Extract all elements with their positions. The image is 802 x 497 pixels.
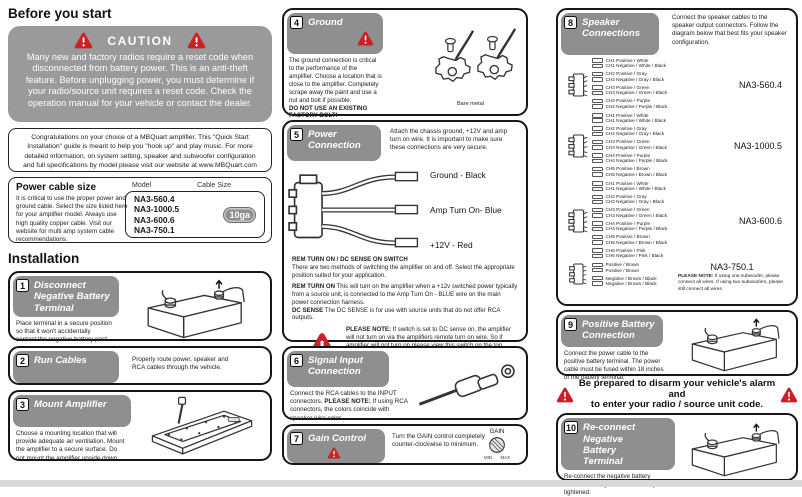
wire-label: CH4 Positive / Purple (592, 98, 668, 103)
caution-box (8, 26, 272, 122)
wire-label: CH2 Negative / Gray / Black (592, 199, 668, 204)
wire-label: CH1 Positive / White (592, 181, 668, 186)
wire-label: CH2 Positive / Gray (592, 71, 668, 76)
step-5-title: Power Connection (308, 129, 361, 152)
power-cable-box (8, 177, 272, 243)
rca-plug-illustration (416, 364, 520, 408)
caution-header (17, 32, 263, 49)
step-4-header (287, 13, 383, 54)
wire-label-list (592, 58, 668, 112)
step-6-note-label: PLEASE NOTE: (324, 398, 371, 406)
wire-label: CH1 Negative / White / Black (592, 63, 668, 68)
wire-label: Negative / Brown / Black (592, 276, 657, 281)
step-4-warning: DO NOT USE AN EXISTING FACTORY BOLT! (289, 104, 368, 120)
alarm-banner-text (578, 379, 776, 411)
speaker-connector-icon (566, 129, 588, 163)
model-name-600: NA3-600.6 (738, 215, 782, 226)
warning-icon (327, 447, 341, 459)
model-item: NA3-750.1 (134, 224, 175, 235)
wire-label-amp-turn-on: Amp Turn On- Blue (430, 205, 502, 215)
step-4-text: The ground connection is critical to the performance of the amplifier. Choose a location that is close to the amplifier. Completely scrape away the paint and use a nut and bolt if possible. (289, 57, 382, 104)
wire-label-list (592, 181, 668, 261)
step-8-number: 8 (564, 16, 577, 29)
model-name-560: NA3-560.4 (738, 79, 782, 90)
battery-illustration (670, 316, 792, 372)
step-9-box (556, 310, 798, 381)
step-7-title: Gain Control (308, 433, 367, 444)
wire-label: CH2 Positive / Gray (592, 126, 668, 131)
wire-label: CH2 Negative / Gray / Black (592, 77, 668, 82)
wire-label: CH2 Negative / Gray / Black (592, 131, 668, 136)
model-diagram-750 (566, 262, 790, 293)
speaker-connector-icon (566, 202, 588, 240)
dc-sense-paragraph (292, 307, 518, 323)
model-item: NA3-600.6 (134, 214, 175, 225)
step-7-header (287, 429, 385, 463)
model-diagram-560 (566, 58, 790, 112)
installation-heading: Installation (8, 251, 80, 266)
step-1-number: 1 (16, 279, 29, 292)
gain-max-label: MAX (500, 455, 510, 460)
step-7-box (282, 424, 528, 465)
model-diagram-600 (566, 181, 790, 261)
left-column (8, 6, 272, 461)
step-5-header (287, 125, 381, 161)
middle-column (282, 8, 528, 465)
wire-label: CH3 Negative / Green / Black (592, 213, 668, 218)
step-10-title: Re-connect Negative Battery Terminal (583, 422, 636, 468)
intro-box (8, 128, 272, 172)
step-9-text: Connect the power cable to the positive battery terminal. The power cable must be fused within 18 inches of the battery terminal. (564, 350, 664, 381)
model-diagram-1000 (566, 113, 790, 180)
intro-text: Congratulations on your choice of a MBQuart amplifier. This "Quick Start Installation" guide is meant to help you "hook up" and play music. For more detailed information, on system setting, speaker and subwoofer configuration and full specifications by model please visit our website at www.MBQuart.com (23, 134, 257, 170)
wire-label: CH4 Negative / Purple / Black (592, 104, 668, 109)
speaker-connector-icon (566, 262, 588, 286)
wire-label: Positive / Brown (592, 268, 657, 273)
wire-label: CH1 Positive / White (592, 58, 668, 63)
rem-switch-heading: REM TURN ON / DC SENSE ON SWITCH (292, 256, 408, 263)
step-10-number: 10 (566, 422, 577, 433)
model-name-1000: NA3-1000.5 (733, 141, 782, 152)
warning-icon (74, 32, 93, 49)
step-7-number: 7 (290, 432, 303, 445)
alarm-banner-line1: Be prepared to disarm your vehicle's alarm and (578, 378, 776, 400)
step-10-box (556, 413, 798, 497)
step-5-box (282, 120, 528, 342)
step-3-title: Mount Amplifier (34, 399, 107, 410)
speaker-connector-icon (566, 70, 588, 100)
step-2-title: Run Cables (34, 355, 87, 366)
wire-label: CH4 Negative / Purple / Black (592, 226, 668, 231)
step-1-header (13, 276, 119, 317)
wire-label: CH1 Positive / White (592, 113, 668, 118)
battery-illustration (670, 421, 792, 477)
step-2-number: 2 (16, 354, 29, 367)
step-1-text: Place terminal in a secure position so that it won't accidentally contact the negative battery post. (16, 319, 112, 344)
warning-icon (187, 32, 206, 49)
step-4-box (282, 8, 528, 120)
warning-icon (556, 387, 574, 403)
step-7-text: Turn the GAIN control completely counter-clockwise to minimum. (392, 433, 485, 449)
wire-label-list (592, 262, 657, 289)
step-6-header (287, 351, 389, 387)
step-4-title: Ground (308, 17, 343, 28)
wire-label-12v: +12V - Red (430, 240, 473, 250)
step-6-title: Signal Input Connection (308, 355, 363, 378)
step-8-intro: Connect the speaker cables to the speaker output connectors. Follow the diagram below that best fits your speaker configuration. (672, 14, 787, 46)
amplifier-illustration (138, 396, 266, 458)
wire-label: CH4 Positive / Purple (592, 221, 668, 226)
caution-title: CAUTION (107, 33, 173, 48)
battery-illustration (116, 277, 266, 339)
step-3-box (8, 390, 272, 461)
bare-metal-label: Bare metal (456, 101, 484, 107)
step-9-title: Positive Battery Connection (582, 319, 655, 342)
rem-turn-on-label: REM TURN ON (292, 282, 335, 290)
warning-icon (357, 31, 374, 46)
step-8-title: Speaker Connections (582, 17, 641, 40)
wire-label: CH3 Negative / Green / Black (592, 145, 668, 150)
step-8-note-label: PLEASE NOTE: (678, 274, 714, 280)
wire-label: CH3 Positive / Green (592, 139, 668, 144)
step-10-text: Re-connect the negative battery tightened. (564, 473, 651, 497)
gain-knob-label: GAIN (489, 429, 505, 435)
caution-text: Many new and factory radios require a reset code when disconnected from battery power. This is an anti-theft feature. Before unplugging power, you must determine if your radio/source unit requires a reset code. Check the operation manual for your vehicle or contact the dealer. (25, 52, 255, 108)
gain-knob-illustration (487, 435, 507, 455)
wire-label-list (592, 113, 668, 180)
before-you-start-heading: Before you start (8, 6, 112, 21)
wire-label: CH3 Positive / Green (592, 85, 668, 90)
step-3-header (13, 395, 131, 427)
step-2-text: Properly route power, speaker and RCA cables through the vehicle. (132, 356, 229, 372)
power-cable-text: It is critical to use the proper power and ground cable. Select the size listed here for your amplifier model. Always use high quality copper cable. Visit our website for multi amp system cable recommendations. (16, 195, 128, 243)
step-5-number: 5 (290, 128, 303, 141)
step-9-number: 9 (564, 318, 577, 331)
step-3-number: 3 (16, 398, 29, 411)
wire-label: CH3 Negative / Green / Black (592, 90, 668, 95)
model-name-750: NA3-750.1 (710, 262, 754, 273)
wire-label: CH4 Negative / Purple / Black (592, 158, 668, 163)
rem-switch-text: There are two methods of switching the amplifier on and off. Select the appropriate position suited for your application. (292, 263, 515, 279)
wire-label: CH5 Positive / Brown (592, 166, 668, 171)
step-8-note-text: If using one subwoofer, please connect all wires. If using two subwoofers, please still connect all wires. (678, 274, 784, 292)
step-4-number: 4 (290, 16, 303, 29)
wire-label: CH1 Negative / White / Black (592, 118, 668, 123)
step-5-intro: Attach the chassis ground, +12V and amp turn on wire. It is important to make sure these connections are very secure. (390, 128, 508, 152)
dc-sense-label: DC SENSE (292, 306, 324, 314)
power-cable-title: Power cable size (16, 182, 97, 193)
wire-label: CH1 Negative / White / Black (592, 186, 668, 191)
alarm-banner-line2: to enter your radio / source unit code. (590, 399, 764, 411)
step-6-text-2: If using RCA connectors, the colors coincide with speaker wire color. (290, 398, 408, 422)
step-2-box (8, 346, 272, 385)
model-panel (125, 191, 265, 238)
step-8-box (556, 8, 798, 306)
model-item: NA3-1000.5 (134, 204, 180, 215)
footer-strip (0, 480, 802, 487)
wire-label: CH6 Positive / Pink (592, 248, 668, 253)
step-6-number: 6 (290, 354, 303, 367)
wire-label: CH4 Positive / Purple (592, 153, 668, 158)
wire-label: CH5 Positive / Brown (592, 234, 668, 239)
model-item: NA3-560.4 (134, 193, 175, 204)
step-10-header (561, 418, 675, 470)
model-column-header: Model (132, 182, 152, 189)
wire-label: CH2 Positive / Gray (592, 194, 668, 199)
cable-size-column-header: Cable Size (197, 182, 231, 189)
model-list (134, 194, 179, 235)
warning-icon (780, 387, 798, 403)
step-1-box (8, 271, 272, 344)
gain-min-label: MIN (484, 455, 493, 460)
step-5-note-label: PLEASE NOTE: (346, 326, 392, 334)
wire-label: CH5 Negative / Brown / Black (592, 172, 668, 177)
step-9-header (561, 315, 663, 347)
right-column (556, 8, 798, 497)
step-1-title: Disconnect Negative Battery Terminal (34, 280, 110, 314)
cable-gauge-badge: 10ga (223, 207, 256, 223)
wire-label: CH3 Positive / Green (592, 207, 668, 212)
step-5-note-text: If switch is set to DC sense on, the amplifier will not turn on via the amplifiers remote turn on wire. So if (346, 326, 511, 342)
alarm-banner (556, 379, 798, 411)
wire-label: Positive / Brown (592, 262, 657, 267)
wire-label: CH5 Negative / Brown / Black (592, 240, 668, 245)
wire-label: Negative / Brown / Black (592, 281, 657, 286)
wire-label: CH6 Negative / Pink / Black (592, 253, 668, 258)
gain-knob (482, 429, 512, 460)
step-2-header (13, 351, 119, 383)
rem-turn-on-text: This will turn on the amplifier when a +12v switched power typically from a source unit, is connected to the Amp Turn On - BLUE wire on the main power connection harness. (292, 282, 518, 306)
rem-turn-on-paragraph (292, 283, 518, 307)
ground-bolt-illustration (472, 24, 524, 90)
dc-sense-text: The DC SENSE is for use with source units that do not offer RCA outputs. (292, 306, 501, 322)
step-8-header (561, 13, 659, 55)
power-harness-illustration (286, 166, 426, 254)
step-3-text: Choose a mounting location that will provide adequate air ventilation. Mount the amplifier to a secure surface. Do not mount the amplifier upside down. (16, 430, 125, 462)
step-6-text-1: Connect the RCA cables to the INPUT connectors. (290, 390, 397, 406)
step-6-box (282, 346, 528, 420)
wire-label-ground: Ground - Black (430, 170, 486, 180)
